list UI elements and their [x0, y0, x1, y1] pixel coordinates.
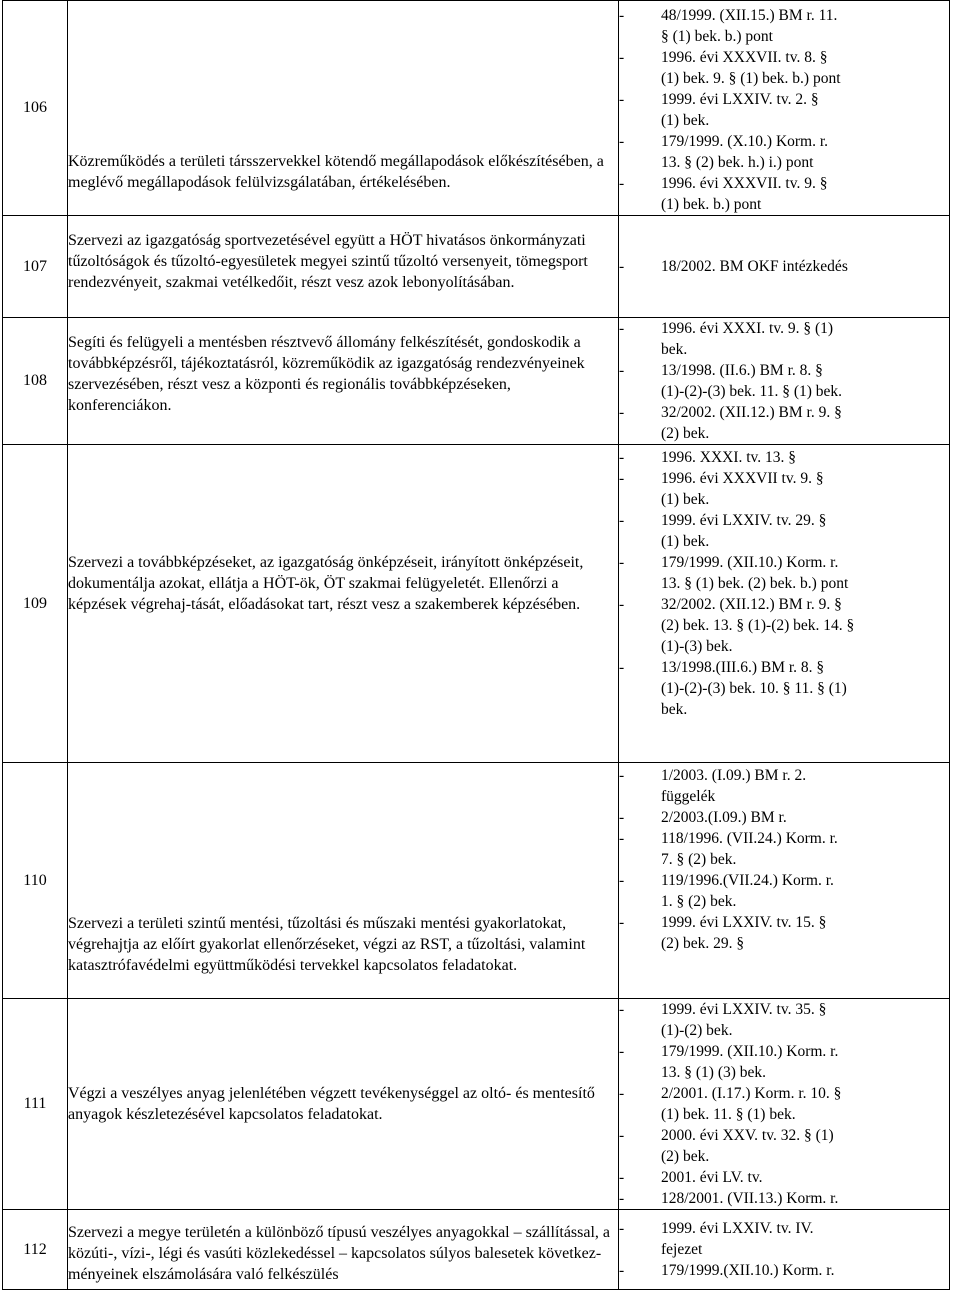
legal-reference-text: 179/1999. (X.10.) Korm. r. — [661, 133, 829, 150]
table-row — [3, 216, 950, 318]
legal-reference-line — [619, 194, 949, 215]
list-dash — [619, 786, 661, 807]
list-dash: - — [619, 133, 625, 150]
legal-reference-text: (1) bek. b.) pont — [661, 196, 762, 213]
row-number: 111 — [3, 999, 68, 1210]
legal-reference-text: 13/1998.(III.6.) BM r. 8. § — [661, 659, 825, 676]
legal-reference-text: 1996. évi XXXVII. tv. 9. § — [661, 175, 828, 192]
legal-references — [619, 1, 950, 216]
legal-reference-text: 13. § (1) (3) bek. — [661, 1064, 767, 1081]
legal-reference-text: 179/1999. (XII.10.) Korm. r. — [661, 554, 839, 571]
list-dash — [619, 699, 661, 720]
list-dash — [619, 110, 661, 131]
list-dash: - — [619, 449, 625, 466]
list-dash — [619, 933, 661, 954]
legal-reference-text: (1)-(2)-(3) bek. 10. § 11. § (1) — [661, 680, 847, 697]
list-dash — [619, 849, 661, 870]
legal-reference-text: 179/1999.(XII.10.) Korm. r. — [661, 1262, 835, 1279]
legal-reference-text: függelék — [661, 788, 716, 805]
list-dash: - — [619, 1127, 625, 1144]
legal-reference-text: 1999. évi LXXIV. tv. 29. § — [661, 512, 827, 529]
list-dash: - — [619, 554, 625, 571]
legal-reference-text: 1996. évi XXXI. tv. 9. § (1) — [661, 320, 834, 337]
legal-reference-line — [619, 402, 949, 423]
legal-reference-text: 128/2001. (VII.13.) Korm. r. — [661, 1190, 839, 1207]
legal-reference-text: bek. — [661, 341, 688, 358]
legal-reference-line — [619, 552, 949, 573]
legal-reference-line — [619, 256, 949, 277]
legal-reference-line — [619, 1020, 949, 1041]
legal-reference-text: 1999. évi LXXIV. tv. 15. § — [661, 914, 827, 931]
list-dash — [619, 1239, 661, 1260]
list-dash — [619, 194, 661, 215]
legal-reference-line — [619, 1188, 949, 1209]
table-row — [3, 1, 950, 216]
legal-reference-text: 2/2001. (I.17.) Korm. r. 10. § — [661, 1085, 842, 1102]
list-dash — [619, 381, 661, 402]
legal-reference-text: 1996. XXXI. tv. 13. § — [661, 449, 797, 466]
legal-reference-line — [619, 594, 949, 615]
list-dash — [619, 26, 661, 47]
task-description-text: Szervezi a területi szintű mentési, tűzoltási és műszaki mentési gyakorlatokat, végrehajtja az előírt gyakorlat ellenőrzéseket, végzi az RST, a tűzoltási, valamint katasztrófavédelmi együttműködési tervekkel kapcsolatos feladatokat. — [68, 915, 586, 974]
legal-reference-line — [619, 1041, 949, 1062]
legal-reference-line — [619, 828, 949, 849]
legal-reference-text: 118/1996. (VII.24.) Korm. r. — [661, 830, 838, 847]
legal-reference-line — [619, 1125, 949, 1146]
list-dash: - — [619, 659, 625, 676]
legal-reference-line — [619, 26, 949, 47]
list-dash — [619, 489, 661, 510]
list-dash: - — [619, 809, 625, 826]
legal-reference-text: 7. § (2) bek. — [661, 851, 737, 868]
legal-reference-text: 1999. évi LXXIV. tv. IV. — [661, 1220, 814, 1237]
legal-reference-line — [619, 636, 949, 657]
legal-reference-line — [619, 1239, 949, 1260]
legal-reference-text: 1999. évi LXXIV. tv. 2. § — [661, 91, 819, 108]
legal-reference-text: (1) bek. 9. § (1) bek. b.) pont — [661, 70, 841, 87]
task-description-text: Segíti és felügyeli a mentésben résztvevő állomány felkészítését, gondoskodik a továbbképzésről, tájékoztatásról, közreműködik az igazgatóság rendezvényeinek szervezésében, részt vesz a központi és regionális továbbképzéseken, konferenciákon. — [68, 334, 585, 414]
legal-reference-text: 48/1999. (XII.15.) BM r. 11. — [661, 7, 838, 24]
legal-reference-text: 13. § (1) bek. (2) bek. b.) pont — [661, 575, 849, 592]
legal-reference-text: 32/2002. (XII.12.) BM r. 9. § — [661, 404, 842, 421]
legal-reference-line — [619, 1104, 949, 1125]
list-dash — [619, 531, 661, 552]
list-dash: - — [619, 1190, 625, 1207]
legal-reference-text: bek. — [661, 701, 688, 718]
legal-reference-text: 13/1998. (II.6.) BM r. 8. § — [661, 362, 823, 379]
legal-reference-text: (1) bek. — [661, 533, 710, 550]
legal-reference-line — [619, 999, 949, 1020]
list-dash: - — [619, 1085, 625, 1102]
task-description-text: Szervezi a továbbképzéseket, az igazgatóság önképzéseit, irányított önképzéseit, dokumentálja azokat, ellátja a HÖT-ök, ÖT szakmai felügyeletét. Ellenőrzi a képzések végrehaj-tását, előadásokat tart, részt vesz a szakemberek képzésében. — [68, 554, 584, 613]
row-number: 107 — [3, 216, 68, 318]
row-number: 109 — [3, 445, 68, 763]
legal-reference-text: (1) bek. — [661, 491, 710, 508]
legal-reference-line — [619, 468, 949, 489]
legal-reference-line — [619, 615, 949, 636]
legal-reference-text: 1996. évi XXXVII. tv. 8. § — [661, 49, 828, 66]
list-dash — [619, 615, 661, 636]
list-dash: - — [619, 258, 625, 275]
table-row — [3, 318, 950, 445]
legal-reference-line — [619, 657, 949, 678]
legal-reference-text: 2/2003.(I.09.) BM r. — [661, 809, 787, 826]
list-dash: - — [619, 596, 625, 613]
task-description-text: Szervezi az igazgatóság sportvezetésével együtt a HÖT hivatásos önkormányzati tűzoltóságok és tűzoltó-egyesületek megyei szintű tűzoltó versenyeit, tömegsport rendezvényeit, szakmai vetélkedőit, részt vesz azok lebonyolításában. — [68, 232, 588, 291]
legal-reference-text: 1. § (2) bek. — [661, 893, 737, 910]
task-description — [68, 445, 619, 763]
legal-reference-text: 2000. évi XXV. tv. 32. § (1) — [661, 1127, 834, 1144]
legal-reference-line — [619, 89, 949, 110]
legal-reference-line — [619, 699, 949, 720]
legal-reference-line — [619, 447, 949, 468]
legal-reference-line — [619, 765, 949, 786]
legal-reference-text: 179/1999. (XII.10.) Korm. r. — [661, 1043, 839, 1060]
legal-reference-text: 1999. évi LXXIV. tv. 35. § — [661, 1001, 827, 1018]
list-dash: - — [619, 362, 625, 379]
table-row — [3, 763, 950, 999]
list-dash — [619, 68, 661, 89]
list-dash: - — [619, 512, 625, 529]
legal-reference-line — [619, 678, 949, 699]
legal-reference-line — [619, 1218, 949, 1239]
list-dash: - — [619, 91, 625, 108]
legal-reference-line — [619, 110, 949, 131]
task-description-text: Szervezi a megye területén a különböző típusú veszélyes anyagokkal – szállítással, a közúti-, vízi-, légi és vasúti közlekedéssel – kapcsolatos súlyos balesetek következ-ményeinek elszámolására való felkészülés — [68, 1224, 611, 1283]
list-dash: - — [619, 49, 625, 66]
legal-reference-line — [619, 891, 949, 912]
legal-reference-line — [619, 870, 949, 891]
legal-references — [619, 999, 950, 1210]
row-number: 110 — [3, 763, 68, 999]
legal-reference-line — [619, 152, 949, 173]
legal-reference-text: 18/2002. BM OKF intézkedés — [661, 258, 848, 275]
table-row — [3, 445, 950, 763]
list-dash — [619, 891, 661, 912]
list-dash: - — [619, 320, 625, 337]
list-dash — [619, 678, 661, 699]
row-number: 108 — [3, 318, 68, 445]
legal-reference-line — [619, 912, 949, 933]
legal-references — [619, 763, 950, 999]
list-dash: - — [619, 1001, 625, 1018]
list-dash — [619, 1146, 661, 1167]
legal-reference-line — [619, 131, 949, 152]
legal-reference-line — [619, 68, 949, 89]
list-dash — [619, 1104, 661, 1125]
legal-reference-text: fejezet — [661, 1241, 703, 1258]
task-description — [68, 999, 619, 1210]
row-number: 106 — [3, 1, 68, 216]
legal-reference-line — [619, 318, 949, 339]
list-dash — [619, 339, 661, 360]
task-description — [68, 216, 619, 318]
legal-reference-text: 1996. évi XXXVII tv. 9. § — [661, 470, 824, 487]
list-dash: - — [619, 1043, 625, 1060]
legal-reference-text: (1)-(2) bek. — [661, 1022, 733, 1039]
legal-reference-text: (2) bek. — [661, 425, 710, 442]
list-dash: - — [619, 1169, 625, 1186]
legal-reference-text: 32/2002. (XII.12.) BM r. 9. § — [661, 596, 842, 613]
legal-reference-line — [619, 849, 949, 870]
task-description — [68, 1, 619, 216]
legal-reference-line — [619, 1260, 949, 1281]
legal-reference-line — [619, 1083, 949, 1104]
legal-reference-line — [619, 531, 949, 552]
legal-reference-line — [619, 47, 949, 68]
legal-reference-line — [619, 1167, 949, 1188]
legal-reference-line — [619, 1062, 949, 1083]
list-dash — [619, 152, 661, 173]
list-dash: - — [619, 767, 625, 784]
list-dash — [619, 423, 661, 444]
list-dash: - — [619, 872, 625, 889]
legal-reference-text: 13. § (2) bek. h.) i.) pont — [661, 154, 814, 171]
legal-reference-line — [619, 933, 949, 954]
document-table — [2, 0, 950, 1290]
list-dash: - — [619, 1220, 625, 1237]
legal-reference-line — [619, 173, 949, 194]
legal-reference-text: 1/2003. (I.09.) BM r. 2. — [661, 767, 807, 784]
legal-reference-line — [619, 423, 949, 444]
list-dash — [619, 1020, 661, 1041]
legal-references — [619, 216, 950, 318]
legal-reference-line — [619, 489, 949, 510]
task-description — [68, 763, 619, 999]
list-dash — [619, 573, 661, 594]
legal-reference-text: (2) bek. 13. § (1)-(2) bek. 14. § — [661, 617, 855, 634]
legal-reference-line — [619, 573, 949, 594]
legal-reference-text: § (1) bek. b.) pont — [661, 28, 773, 45]
legal-reference-line — [619, 360, 949, 381]
legal-references — [619, 1210, 950, 1290]
legal-reference-line — [619, 381, 949, 402]
legal-reference-text: (2) bek. 29. § — [661, 935, 745, 952]
legal-reference-text: (1)-(3) bek. — [661, 638, 733, 655]
row-number: 112 — [3, 1210, 68, 1290]
list-dash — [619, 1062, 661, 1083]
task-description-text: Közreműködés a területi társszervekkel kötendő megállapodások előkészítésében, a meglévő megállapodások felülvizsgálatában, értékelésében. — [68, 153, 604, 191]
legal-references — [619, 318, 950, 445]
table-row — [3, 1210, 950, 1290]
list-dash: - — [619, 7, 625, 24]
legal-reference-line — [619, 786, 949, 807]
task-description — [68, 1210, 619, 1290]
legal-references — [619, 445, 950, 763]
legal-reference-line — [619, 1146, 949, 1167]
legal-reference-text: 119/1996.(VII.24.) Korm. r. — [661, 872, 834, 889]
table-row — [3, 999, 950, 1210]
list-dash: - — [619, 404, 625, 421]
task-description-text: Végzi a veszélyes anyag jelenlétében végzett tevékenységgel az oltó- és mentesítő anyagok készletezésével kapcsolatos feladatokat. — [68, 1085, 595, 1123]
list-dash: - — [619, 830, 625, 847]
legal-reference-line — [619, 339, 949, 360]
legal-reference-text: (1)-(2)-(3) bek. 11. § (1) bek. — [661, 383, 843, 400]
list-dash — [619, 636, 661, 657]
list-dash: - — [619, 175, 625, 192]
legal-reference-text: (2) bek. — [661, 1148, 710, 1165]
legal-reference-text: 2001. évi LV. tv. — [661, 1169, 763, 1186]
legal-reference-line — [619, 807, 949, 828]
legal-reference-line — [619, 510, 949, 531]
legal-reference-text: (1) bek. — [661, 112, 710, 129]
list-dash: - — [619, 1262, 625, 1279]
legal-reference-text: (1) bek. 11. § (1) bek. — [661, 1106, 796, 1123]
legal-reference-line — [619, 5, 949, 26]
list-dash: - — [619, 914, 625, 931]
list-dash: - — [619, 470, 625, 487]
task-description — [68, 318, 619, 445]
